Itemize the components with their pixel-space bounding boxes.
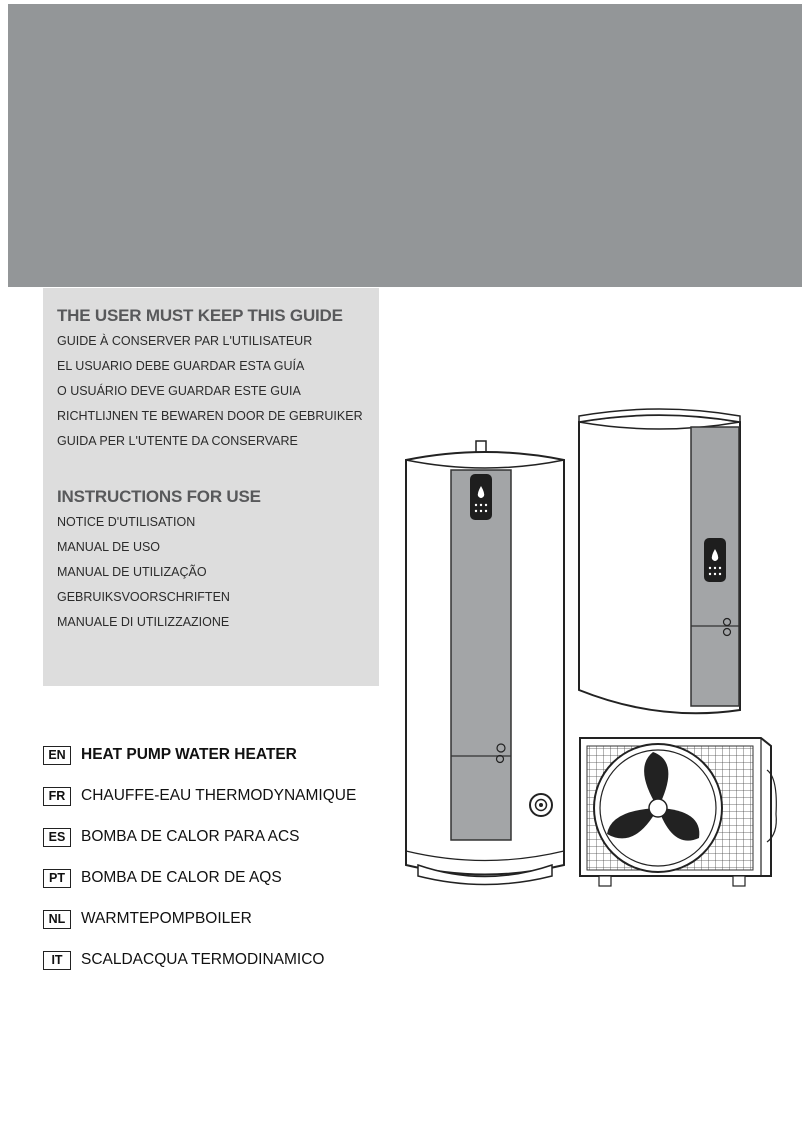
split-tank-unit-illustration bbox=[574, 410, 746, 720]
instructions-line: MANUAL DE UTILIZAÇÃO bbox=[57, 565, 207, 579]
language-title: BOMBA DE CALOR PARA ACS bbox=[81, 828, 300, 845]
language-title: BOMBA DE CALOR DE AQS bbox=[81, 869, 282, 886]
language-title: CHAUFFE-EAU THERMODYNAMIQUE bbox=[81, 787, 357, 804]
language-code-badge: IT bbox=[43, 951, 71, 970]
keep-guide-line: EL USUARIO DEBE GUARDAR ESTA GUÍA bbox=[57, 359, 305, 373]
language-row-nl bbox=[43, 908, 252, 930]
language-row-pt bbox=[43, 867, 282, 889]
water-heater-tank-illustration bbox=[396, 438, 574, 890]
instructions-heading: INSTRUCTIONS FOR USE bbox=[57, 487, 261, 506]
language-code-badge: ES bbox=[43, 828, 71, 847]
keep-guide-line: GUIDA PER L'UTENTE DA CONSERVARE bbox=[57, 434, 298, 448]
keep-guide-heading: THE USER MUST KEEP THIS GUIDE bbox=[57, 306, 343, 325]
language-row-en bbox=[43, 744, 297, 766]
cover-top-band bbox=[8, 4, 802, 287]
language-title: SCALDACQUA TERMODINAMICO bbox=[81, 951, 325, 968]
language-row-it bbox=[43, 949, 324, 971]
language-code-badge: EN bbox=[43, 746, 71, 765]
instructions-line: MANUAL DE USO bbox=[57, 540, 161, 554]
instructions-line: MANUALE DI UTILIZZAZIONE bbox=[57, 615, 230, 629]
outdoor-fan-unit-illustration bbox=[575, 734, 787, 892]
language-row-fr bbox=[43, 785, 356, 807]
language-title: WARMTEPOMPBOILER bbox=[81, 910, 252, 927]
keep-guide-line: GUIDE À CONSERVER PAR L'UTILISATEUR bbox=[57, 334, 313, 348]
language-title: HEAT PUMP WATER HEATER bbox=[81, 746, 297, 763]
keep-guide-line: RICHTLIJNEN TE BEWAREN DOOR DE GEBRUIKER bbox=[57, 409, 363, 423]
instructions-line: GEBRUIKSVOORSCHRIFTEN bbox=[57, 590, 230, 604]
language-code-badge: NL bbox=[43, 910, 71, 929]
instructions-line: NOTICE D'UTILISATION bbox=[57, 515, 196, 529]
language-row-es bbox=[43, 826, 300, 848]
language-code-badge: PT bbox=[43, 869, 71, 888]
language-code-badge: FR bbox=[43, 787, 71, 806]
keep-guide-line: O USUÁRIO DEVE GUARDAR ESTE GUIA bbox=[57, 384, 301, 398]
